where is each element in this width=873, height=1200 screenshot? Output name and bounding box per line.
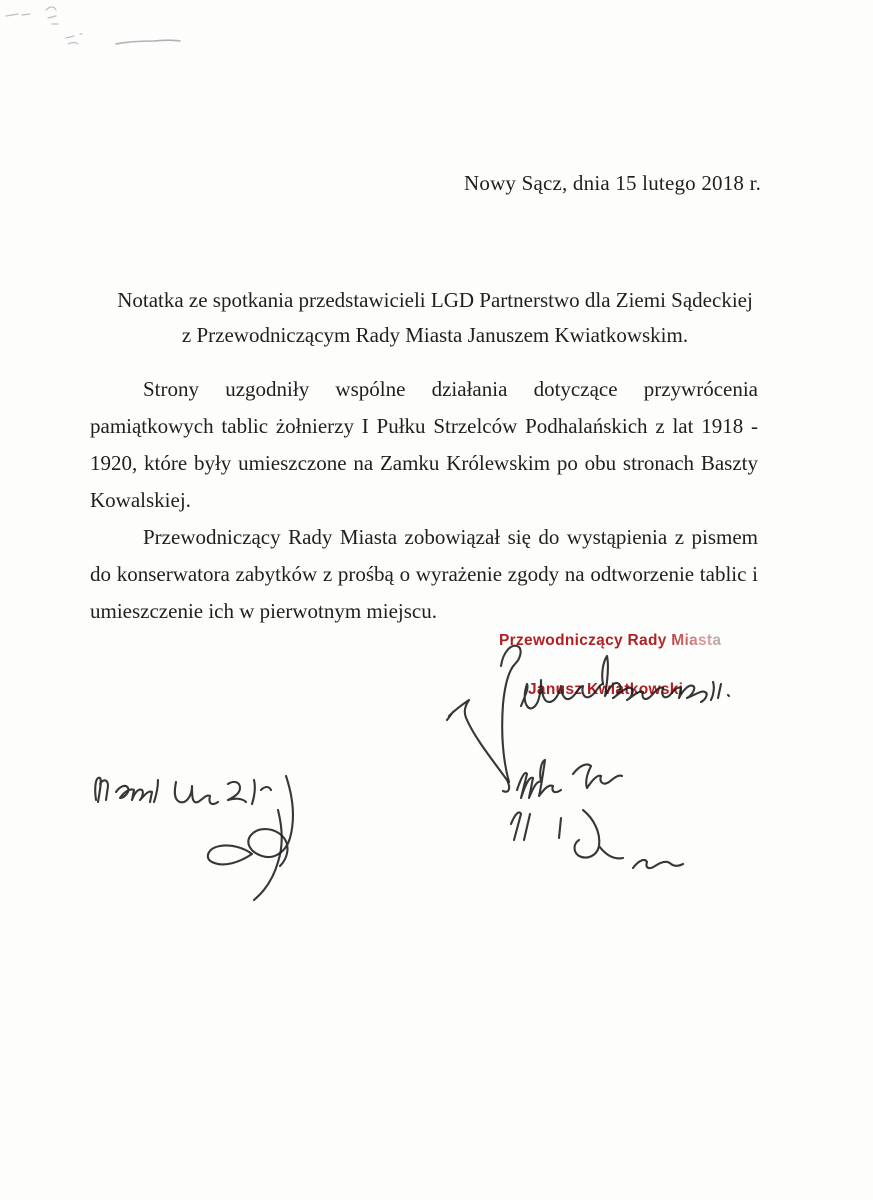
pencil-mark-top [0, 0, 110, 50]
paragraph-2: Przewodniczący Rady Miasta zobowiązał się do wystąpienia z pismem do konserwatora zabytków z prośbą o wyrażenie zgody na odtworzenie tablic i umieszczenie ich w pierwotnym miejscu. [90, 525, 758, 623]
signature-right [437, 640, 767, 905]
signature-left [80, 758, 325, 908]
stamp-name-line: Janusz Kwiatkowski [528, 681, 684, 698]
pencil-dash [114, 34, 184, 50]
stamp-role-line: Przewodniczący Rady Miasta [499, 632, 722, 649]
document-body [90, 371, 758, 630]
document-title [85, 283, 785, 353]
date-line: Nowy Sącz, dnia 15 lutego 2018 r. [464, 171, 762, 195]
title-line-2: z Przewodniczącym Rady Miasta Januszem Kwiatkowskim. [181, 323, 689, 347]
title-line-1: Notatka ze spotkania przedstawicieli LGD Partnerstwo dla Ziemi Sądeckiej [117, 288, 753, 312]
paragraph-1: Strony uzgodniły wspólne działania dotyczące przywrócenia pamiątkowych tablic żołnierzy I Pułku Strzelców Podhalańskich z lat 1918 - 1920, które były umieszczone na Zamku Królewskim po obu stronach Baszty Kowalskiej. [90, 377, 758, 512]
